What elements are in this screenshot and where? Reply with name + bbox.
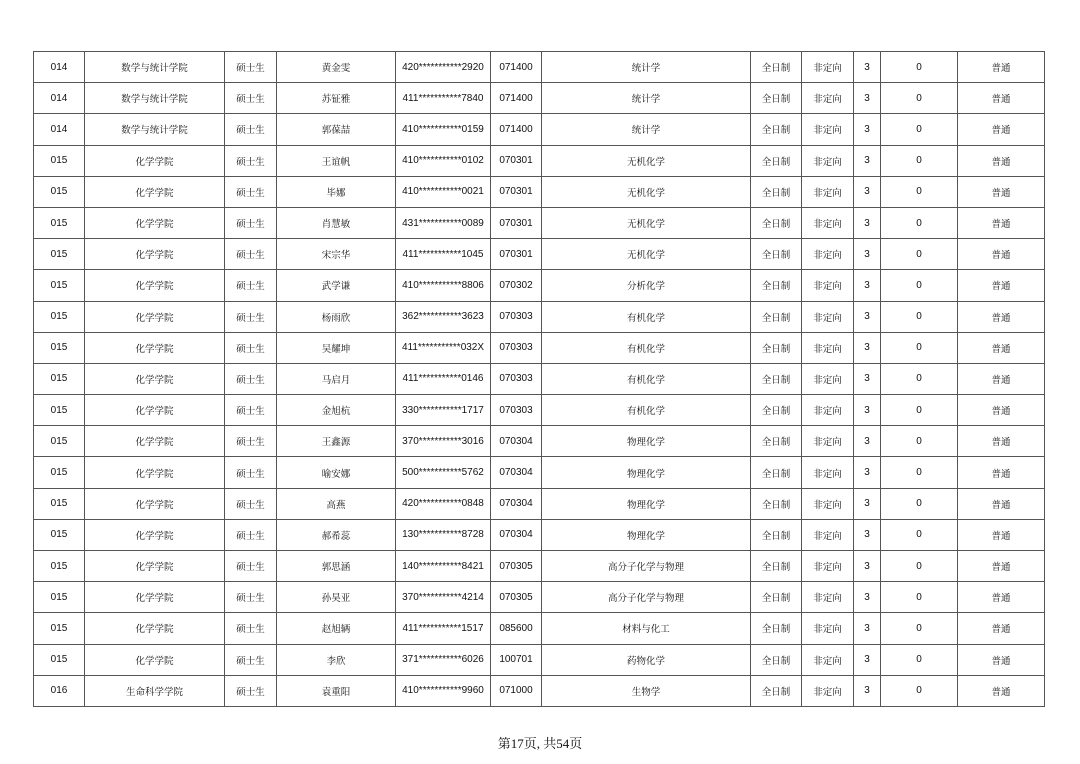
table-row xyxy=(34,519,1045,550)
fee-cell: 0 xyxy=(881,239,958,270)
id-number-cell: 431***********0089 xyxy=(396,207,491,238)
student-name-cell: 马启月 xyxy=(277,363,396,394)
major-code-cell: 070304 xyxy=(491,519,542,550)
table-row xyxy=(34,114,1045,145)
student-name-cell: 赵旭辆 xyxy=(277,613,396,644)
major-code-cell: 100701 xyxy=(491,644,542,675)
table-row xyxy=(34,52,1045,83)
student-name-cell: 李欣 xyxy=(277,644,396,675)
major-name-cell: 物理化学 xyxy=(542,488,751,519)
plan-type-cell: 普通 xyxy=(958,301,1045,332)
table-row xyxy=(34,239,1045,270)
college-cell: 化学学院 xyxy=(85,301,225,332)
duration-cell: 3 xyxy=(854,551,881,582)
plan-type-cell: 普通 xyxy=(958,145,1045,176)
fee-cell: 0 xyxy=(881,270,958,301)
id-number-cell: 411***********1517 xyxy=(396,613,491,644)
id-number-cell: 411***********7840 xyxy=(396,83,491,114)
degree-level-cell: 硕士生 xyxy=(225,426,277,457)
student-name-cell: 武学谦 xyxy=(277,270,396,301)
major-code-cell: 070301 xyxy=(491,176,542,207)
orientation-cell: 非定向 xyxy=(802,426,854,457)
fee-cell: 0 xyxy=(881,301,958,332)
major-code-cell: 070304 xyxy=(491,426,542,457)
student-name-cell: 郝希蕊 xyxy=(277,519,396,550)
degree-level-cell: 硕士生 xyxy=(225,239,277,270)
orientation-cell: 非定向 xyxy=(802,613,854,644)
study-mode-cell: 全日制 xyxy=(751,145,802,176)
major-name-cell: 药物化学 xyxy=(542,644,751,675)
unit-code-cell: 015 xyxy=(34,519,85,550)
id-number-cell: 140***********8421 xyxy=(396,551,491,582)
duration-cell: 3 xyxy=(854,301,881,332)
orientation-cell: 非定向 xyxy=(802,270,854,301)
orientation-cell: 非定向 xyxy=(802,52,854,83)
plan-type-cell: 普通 xyxy=(958,207,1045,238)
plan-type-cell: 普通 xyxy=(958,83,1045,114)
unit-code-cell: 015 xyxy=(34,301,85,332)
orientation-cell: 非定向 xyxy=(802,239,854,270)
student-name-cell: 袁重阳 xyxy=(277,675,396,706)
study-mode-cell: 全日制 xyxy=(751,363,802,394)
plan-type-cell: 普通 xyxy=(958,675,1045,706)
duration-cell: 3 xyxy=(854,426,881,457)
unit-code-cell: 015 xyxy=(34,332,85,363)
plan-type-cell: 普通 xyxy=(958,457,1045,488)
table-row xyxy=(34,426,1045,457)
study-mode-cell: 全日制 xyxy=(751,551,802,582)
college-cell: 生命科学学院 xyxy=(85,675,225,706)
unit-code-cell: 015 xyxy=(34,582,85,613)
orientation-cell: 非定向 xyxy=(802,551,854,582)
major-code-cell: 070304 xyxy=(491,488,542,519)
major-name-cell: 有机化学 xyxy=(542,332,751,363)
plan-type-cell: 普通 xyxy=(958,488,1045,519)
duration-cell: 3 xyxy=(854,83,881,114)
study-mode-cell: 全日制 xyxy=(751,519,802,550)
college-cell: 化学学院 xyxy=(85,239,225,270)
major-name-cell: 物理化学 xyxy=(542,426,751,457)
degree-level-cell: 硕士生 xyxy=(225,675,277,706)
college-cell: 化学学院 xyxy=(85,332,225,363)
major-code-cell: 070303 xyxy=(491,363,542,394)
unit-code-cell: 015 xyxy=(34,457,85,488)
study-mode-cell: 全日制 xyxy=(751,395,802,426)
college-cell: 化学学院 xyxy=(85,644,225,675)
college-cell: 化学学院 xyxy=(85,488,225,519)
fee-cell: 0 xyxy=(881,551,958,582)
plan-type-cell: 普通 xyxy=(958,395,1045,426)
unit-code-cell: 014 xyxy=(34,114,85,145)
major-name-cell: 无机化学 xyxy=(542,207,751,238)
orientation-cell: 非定向 xyxy=(802,114,854,145)
orientation-cell: 非定向 xyxy=(802,519,854,550)
study-mode-cell: 全日制 xyxy=(751,52,802,83)
table-row xyxy=(34,301,1045,332)
major-code-cell: 070301 xyxy=(491,239,542,270)
id-number-cell: 370***********3016 xyxy=(396,426,491,457)
orientation-cell: 非定向 xyxy=(802,488,854,519)
major-code-cell: 070302 xyxy=(491,270,542,301)
duration-cell: 3 xyxy=(854,644,881,675)
orientation-cell: 非定向 xyxy=(802,363,854,394)
student-roster-table xyxy=(33,51,1045,707)
college-cell: 化学学院 xyxy=(85,363,225,394)
duration-cell: 3 xyxy=(854,52,881,83)
unit-code-cell: 015 xyxy=(34,613,85,644)
id-number-cell: 410***********8806 xyxy=(396,270,491,301)
plan-type-cell: 普通 xyxy=(958,239,1045,270)
plan-type-cell: 普通 xyxy=(958,613,1045,644)
unit-code-cell: 015 xyxy=(34,426,85,457)
degree-level-cell: 硕士生 xyxy=(225,363,277,394)
major-code-cell: 070303 xyxy=(491,395,542,426)
orientation-cell: 非定向 xyxy=(802,176,854,207)
degree-level-cell: 硕士生 xyxy=(225,582,277,613)
fee-cell: 0 xyxy=(881,675,958,706)
major-name-cell: 无机化学 xyxy=(542,145,751,176)
degree-level-cell: 硕士生 xyxy=(225,52,277,83)
study-mode-cell: 全日制 xyxy=(751,239,802,270)
fee-cell: 0 xyxy=(881,582,958,613)
student-name-cell: 宋宗华 xyxy=(277,239,396,270)
major-name-cell: 材料与化工 xyxy=(542,613,751,644)
table-row xyxy=(34,270,1045,301)
table-row xyxy=(34,457,1045,488)
degree-level-cell: 硕士生 xyxy=(225,270,277,301)
id-number-cell: 420***********2920 xyxy=(396,52,491,83)
major-code-cell: 070305 xyxy=(491,582,542,613)
fee-cell: 0 xyxy=(881,114,958,145)
duration-cell: 3 xyxy=(854,582,881,613)
unit-code-cell: 015 xyxy=(34,395,85,426)
fee-cell: 0 xyxy=(881,644,958,675)
duration-cell: 3 xyxy=(854,675,881,706)
college-cell: 化学学院 xyxy=(85,613,225,644)
duration-cell: 3 xyxy=(854,519,881,550)
unit-code-cell: 014 xyxy=(34,52,85,83)
fee-cell: 0 xyxy=(881,426,958,457)
unit-code-cell: 015 xyxy=(34,207,85,238)
duration-cell: 3 xyxy=(854,114,881,145)
table-row xyxy=(34,675,1045,706)
plan-type-cell: 普通 xyxy=(958,551,1045,582)
student-name-cell: 肖慧敏 xyxy=(277,207,396,238)
duration-cell: 3 xyxy=(854,176,881,207)
id-number-cell: 130***********8728 xyxy=(396,519,491,550)
fee-cell: 0 xyxy=(881,83,958,114)
student-name-cell: 王谊帆 xyxy=(277,145,396,176)
fee-cell: 0 xyxy=(881,332,958,363)
degree-level-cell: 硕士生 xyxy=(225,644,277,675)
major-name-cell: 分析化学 xyxy=(542,270,751,301)
college-cell: 数学与统计学院 xyxy=(85,52,225,83)
table-row xyxy=(34,551,1045,582)
duration-cell: 3 xyxy=(854,395,881,426)
major-code-cell: 071400 xyxy=(491,83,542,114)
fee-cell: 0 xyxy=(881,52,958,83)
unit-code-cell: 015 xyxy=(34,363,85,394)
college-cell: 化学学院 xyxy=(85,176,225,207)
college-cell: 化学学院 xyxy=(85,395,225,426)
page-indicator: 第17页, 共54页 xyxy=(497,736,583,751)
college-cell: 化学学院 xyxy=(85,519,225,550)
id-number-cell: 411***********0146 xyxy=(396,363,491,394)
major-name-cell: 有机化学 xyxy=(542,395,751,426)
degree-level-cell: 硕士生 xyxy=(225,176,277,207)
duration-cell: 3 xyxy=(854,613,881,644)
college-cell: 化学学院 xyxy=(85,145,225,176)
major-code-cell: 070303 xyxy=(491,332,542,363)
study-mode-cell: 全日制 xyxy=(751,176,802,207)
table-row xyxy=(34,613,1045,644)
unit-code-cell: 015 xyxy=(34,488,85,519)
degree-level-cell: 硕士生 xyxy=(225,488,277,519)
fee-cell: 0 xyxy=(881,613,958,644)
study-mode-cell: 全日制 xyxy=(751,83,802,114)
unit-code-cell: 015 xyxy=(34,239,85,270)
major-code-cell: 070305 xyxy=(491,551,542,582)
study-mode-cell: 全日制 xyxy=(751,207,802,238)
id-number-cell: 410***********0021 xyxy=(396,176,491,207)
student-name-cell: 高燕 xyxy=(277,488,396,519)
id-number-cell: 362***********3623 xyxy=(396,301,491,332)
fee-cell: 0 xyxy=(881,176,958,207)
major-name-cell: 统计学 xyxy=(542,52,751,83)
id-number-cell: 411***********1045 xyxy=(396,239,491,270)
table-row xyxy=(34,395,1045,426)
major-name-cell: 无机化学 xyxy=(542,239,751,270)
orientation-cell: 非定向 xyxy=(802,395,854,426)
student-name-cell: 金旭杭 xyxy=(277,395,396,426)
college-cell: 化学学院 xyxy=(85,457,225,488)
study-mode-cell: 全日制 xyxy=(751,457,802,488)
college-cell: 数学与统计学院 xyxy=(85,114,225,145)
degree-level-cell: 硕士生 xyxy=(225,519,277,550)
college-cell: 化学学院 xyxy=(85,270,225,301)
study-mode-cell: 全日制 xyxy=(751,613,802,644)
duration-cell: 3 xyxy=(854,145,881,176)
table-row xyxy=(34,582,1045,613)
orientation-cell: 非定向 xyxy=(802,457,854,488)
college-cell: 化学学院 xyxy=(85,582,225,613)
student-name-cell: 郭葆喆 xyxy=(277,114,396,145)
orientation-cell: 非定向 xyxy=(802,207,854,238)
plan-type-cell: 普通 xyxy=(958,582,1045,613)
unit-code-cell: 015 xyxy=(34,551,85,582)
degree-level-cell: 硕士生 xyxy=(225,207,277,238)
duration-cell: 3 xyxy=(854,457,881,488)
major-code-cell: 071400 xyxy=(491,114,542,145)
study-mode-cell: 全日制 xyxy=(751,582,802,613)
unit-code-cell: 016 xyxy=(34,675,85,706)
id-number-cell: 330***********1717 xyxy=(396,395,491,426)
duration-cell: 3 xyxy=(854,239,881,270)
plan-type-cell: 普通 xyxy=(958,270,1045,301)
plan-type-cell: 普通 xyxy=(958,176,1045,207)
plan-type-cell: 普通 xyxy=(958,52,1045,83)
major-name-cell: 有机化学 xyxy=(542,301,751,332)
major-name-cell: 有机化学 xyxy=(542,363,751,394)
student-name-cell: 喻安娜 xyxy=(277,457,396,488)
major-code-cell: 085600 xyxy=(491,613,542,644)
fee-cell: 0 xyxy=(881,519,958,550)
college-cell: 化学学院 xyxy=(85,426,225,457)
table-row xyxy=(34,332,1045,363)
unit-code-cell: 015 xyxy=(34,145,85,176)
unit-code-cell: 014 xyxy=(34,83,85,114)
id-number-cell: 370***********4214 xyxy=(396,582,491,613)
degree-level-cell: 硕士生 xyxy=(225,301,277,332)
study-mode-cell: 全日制 xyxy=(751,332,802,363)
fee-cell: 0 xyxy=(881,457,958,488)
study-mode-cell: 全日制 xyxy=(751,114,802,145)
fee-cell: 0 xyxy=(881,207,958,238)
id-number-cell: 371***********6026 xyxy=(396,644,491,675)
student-name-cell: 孙昊亚 xyxy=(277,582,396,613)
major-name-cell: 物理化学 xyxy=(542,457,751,488)
orientation-cell: 非定向 xyxy=(802,301,854,332)
unit-code-cell: 015 xyxy=(34,270,85,301)
table-row xyxy=(34,207,1045,238)
college-cell: 化学学院 xyxy=(85,551,225,582)
student-name-cell: 黄金雯 xyxy=(277,52,396,83)
duration-cell: 3 xyxy=(854,332,881,363)
degree-level-cell: 硕士生 xyxy=(225,551,277,582)
student-name-cell: 毕娜 xyxy=(277,176,396,207)
table-body xyxy=(34,52,1045,707)
student-name-cell: 杨雨欣 xyxy=(277,301,396,332)
degree-level-cell: 硕士生 xyxy=(225,332,277,363)
study-mode-cell: 全日制 xyxy=(751,426,802,457)
table-row xyxy=(34,176,1045,207)
duration-cell: 3 xyxy=(854,488,881,519)
college-cell: 数学与统计学院 xyxy=(85,83,225,114)
fee-cell: 0 xyxy=(881,395,958,426)
table-row xyxy=(34,644,1045,675)
major-name-cell: 高分子化学与物理 xyxy=(542,582,751,613)
id-number-cell: 500***********5762 xyxy=(396,457,491,488)
study-mode-cell: 全日制 xyxy=(751,675,802,706)
plan-type-cell: 普通 xyxy=(958,644,1045,675)
duration-cell: 3 xyxy=(854,207,881,238)
id-number-cell: 411***********032X xyxy=(396,332,491,363)
study-mode-cell: 全日制 xyxy=(751,488,802,519)
major-name-cell: 高分子化学与物理 xyxy=(542,551,751,582)
degree-level-cell: 硕士生 xyxy=(225,457,277,488)
fee-cell: 0 xyxy=(881,363,958,394)
orientation-cell: 非定向 xyxy=(802,332,854,363)
degree-level-cell: 硕士生 xyxy=(225,395,277,426)
major-name-cell: 统计学 xyxy=(542,114,751,145)
id-number-cell: 410***********0102 xyxy=(396,145,491,176)
table-row xyxy=(34,83,1045,114)
unit-code-cell: 015 xyxy=(34,176,85,207)
table-row xyxy=(34,488,1045,519)
study-mode-cell: 全日制 xyxy=(751,301,802,332)
plan-type-cell: 普通 xyxy=(958,426,1045,457)
degree-level-cell: 硕士生 xyxy=(225,114,277,145)
plan-type-cell: 普通 xyxy=(958,114,1045,145)
fee-cell: 0 xyxy=(881,488,958,519)
orientation-cell: 非定向 xyxy=(802,145,854,176)
student-name-cell: 王鑫源 xyxy=(277,426,396,457)
college-cell: 化学学院 xyxy=(85,207,225,238)
major-code-cell: 070301 xyxy=(491,207,542,238)
plan-type-cell: 普通 xyxy=(958,332,1045,363)
major-name-cell: 生物学 xyxy=(542,675,751,706)
major-code-cell: 071400 xyxy=(491,52,542,83)
study-mode-cell: 全日制 xyxy=(751,270,802,301)
unit-code-cell: 015 xyxy=(34,644,85,675)
degree-level-cell: 硕士生 xyxy=(225,145,277,176)
major-code-cell: 070301 xyxy=(491,145,542,176)
major-code-cell: 071000 xyxy=(491,675,542,706)
major-code-cell: 070303 xyxy=(491,301,542,332)
duration-cell: 3 xyxy=(854,363,881,394)
table-row xyxy=(34,363,1045,394)
orientation-cell: 非定向 xyxy=(802,675,854,706)
major-name-cell: 物理化学 xyxy=(542,519,751,550)
plan-type-cell: 普通 xyxy=(958,519,1045,550)
table-row xyxy=(34,145,1045,176)
duration-cell: 3 xyxy=(854,270,881,301)
orientation-cell: 非定向 xyxy=(802,83,854,114)
orientation-cell: 非定向 xyxy=(802,582,854,613)
student-name-cell: 郭思涵 xyxy=(277,551,396,582)
fee-cell: 0 xyxy=(881,145,958,176)
plan-type-cell: 普通 xyxy=(958,363,1045,394)
major-name-cell: 无机化学 xyxy=(542,176,751,207)
id-number-cell: 410***********0159 xyxy=(396,114,491,145)
degree-level-cell: 硕士生 xyxy=(225,83,277,114)
id-number-cell: 410***********9960 xyxy=(396,675,491,706)
student-name-cell: 苏钲雅 xyxy=(277,83,396,114)
major-code-cell: 070304 xyxy=(491,457,542,488)
study-mode-cell: 全日制 xyxy=(751,644,802,675)
student-name-cell: 吴耀坤 xyxy=(277,332,396,363)
major-name-cell: 统计学 xyxy=(542,83,751,114)
degree-level-cell: 硕士生 xyxy=(225,613,277,644)
id-number-cell: 420***********0848 xyxy=(396,488,491,519)
orientation-cell: 非定向 xyxy=(802,644,854,675)
